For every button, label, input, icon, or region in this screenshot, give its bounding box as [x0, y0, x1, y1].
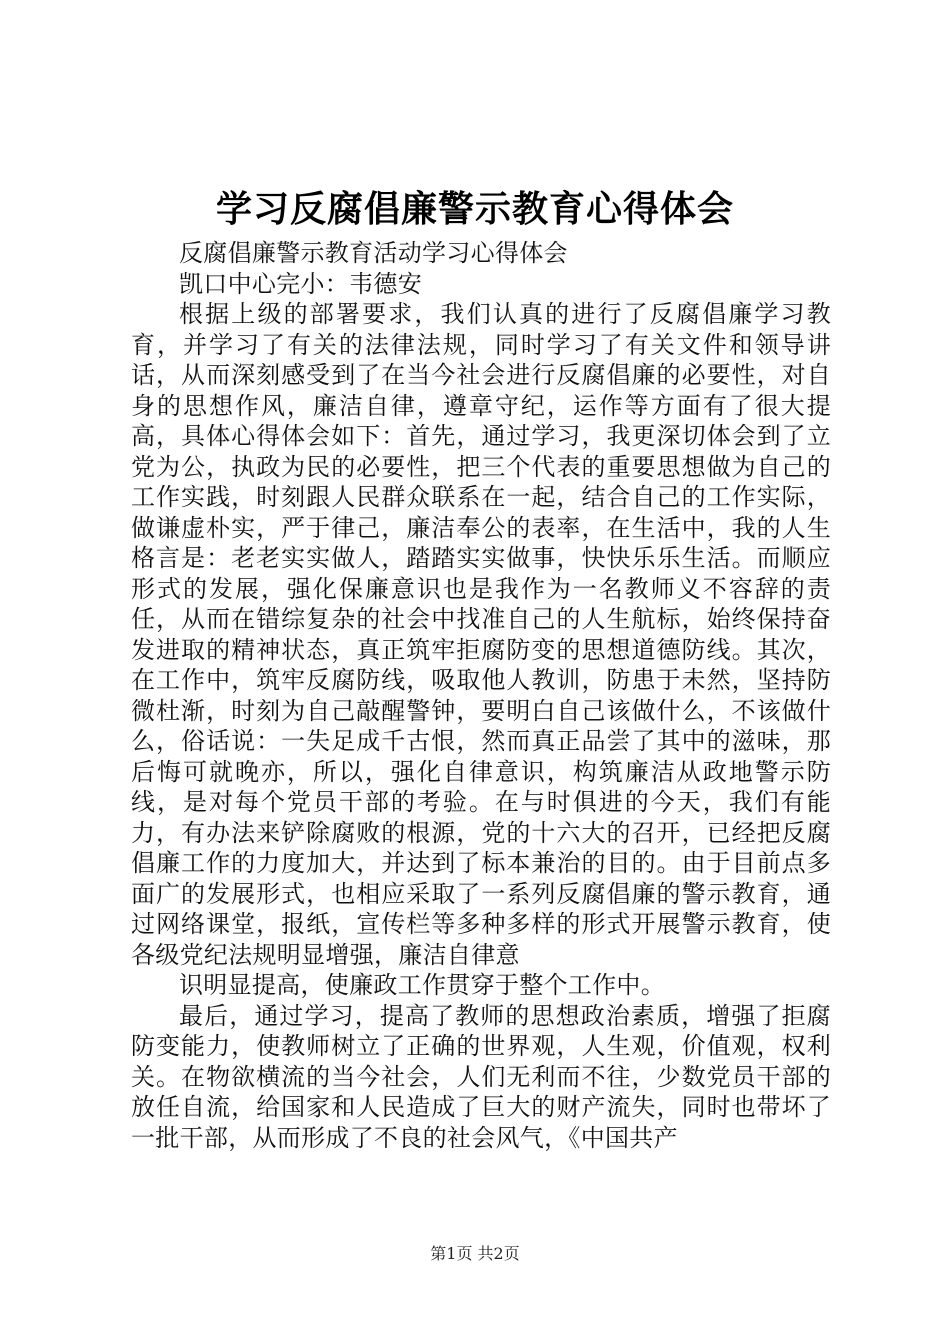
paragraph: 识明显提高，使廉政工作贯穿于整个工作中。: [179, 971, 665, 999]
page-indicator: 第1页 共2页: [430, 1244, 520, 1263]
subtitle-line: 反腐倡廉警示教育活动学习心得体会: [179, 239, 568, 267]
author-line: 凯口中心完小：韦德安: [179, 269, 422, 298]
document-title: 学习反腐倡廉警示教育心得体会: [215, 189, 734, 230]
paragraph: 根据上级的部署要求，我们认真的进行了反腐倡廉学习教育，并学习了有关的法律法规，同时学习了有关文件和领导讲话，从而深刻感受到了在当今社会进行反腐倡廉的必要性，对自身的思想作风，廉洁自律，遵章守纪，运作等方面有了很大提高，具体心得体会如下：首先，通过学习，我更深切体会到了立党为公，执政为民的必要性，把三个代表的重要思想做为自己的工作实践，时刻跟人民群众联系在一起，结合自己的工作实际，做谦虚朴实，严于律己，廉洁奉公的表率，在生活中，我的人生格言是：老老实实做人，踏踏实实做事，快快乐乐生活。而顺应形式的发展，强化保廉意识也是我作为一名教师义不容辞的责任，从而在错综复杂的社会中找准自己的人生航标，始终保持奋发进取的精神状态，真正筑牢拒腐防变的思想道德防线。其次，在工作中，筑牢反腐防线，吸取他人教训，防患于未然，坚持防微杜渐，时刻为自己敲醒警钟，要明白自己该做什么，不该做什么，俗话说：一失足成千古恨，然而真正品尝了其中的滋味，那后悔可就晚亦，所以，强化自律意识，构筑廉洁从政地警示防线，是对每个党员干部的考验。在与时俱进的今天，我们有能力，有办法来铲除腐败的根源，党的十六大的召开，已经把反腐倡廉工作的力度加大，并达到了标本兼治的目的。由于目前点多面广的发展形式，也相应采取了一系列反腐倡廉的警示教育，通过网络课堂，报纸，宣传栏等多种多样的形式开展警示教育，使各级党纪法规明显增强，廉洁自律意: [131, 300, 831, 969]
document-body: [131, 238, 831, 1153]
paragraph: 最后，通过学习，提高了教师的思想政治素质，增强了拒腐防变能力，使教师树立了正确的世界观，人生观，价值观，权利关。在物欲横流的当今社会，人们无利而不往，少数党员干部的放任自流，给国家和人民造成了巨大的财产流失，同时也带坏了一批干部，从而形成了不良的社会风气，《中国共产: [131, 1001, 831, 1152]
